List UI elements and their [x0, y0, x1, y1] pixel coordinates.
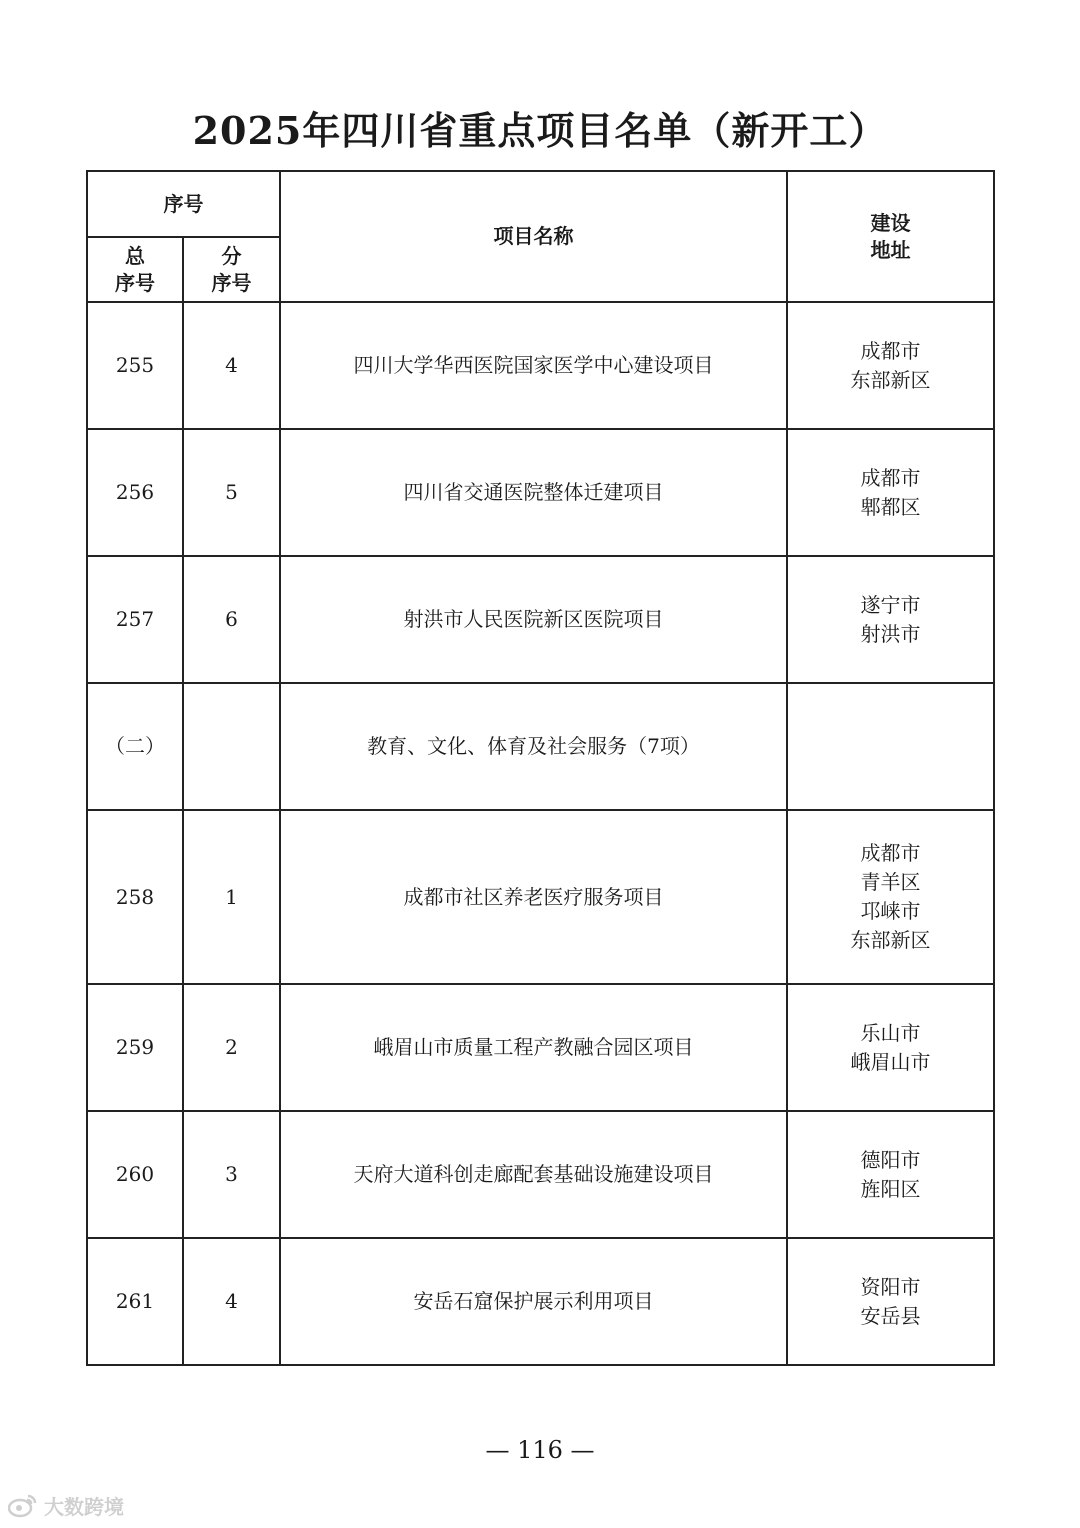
location-line: 德阳市: [860, 1147, 921, 1172]
location-line: 东部新区: [850, 928, 931, 952]
location-cell: [787, 683, 994, 810]
total-seq-cell: 261: [87, 1238, 183, 1365]
table-row: [87, 429, 994, 556]
sub-seq-cell: 4: [183, 302, 280, 429]
table-row: [87, 556, 994, 683]
location-cell: [787, 810, 994, 984]
project-table: [86, 170, 995, 1366]
table-row: [87, 1111, 994, 1238]
total-seq-cell: 258: [87, 810, 183, 984]
project-name-cell: 天府大道科创走廊配套基础设施建设项目: [280, 1111, 787, 1238]
sub-seq-cell: 2: [183, 984, 280, 1111]
table-row: [87, 302, 994, 429]
total-seq-cell: （二）: [87, 683, 183, 810]
table-row: [87, 810, 994, 984]
location-line: 安岳县: [860, 1303, 921, 1328]
project-name-cell: 四川大学华西医院国家医学中心建设项目: [280, 302, 787, 429]
total-seq-cell: 260: [87, 1111, 183, 1238]
location-cell: [787, 984, 994, 1111]
sub-seq-cell: 4: [183, 1238, 280, 1365]
seq-group-header: 序号: [87, 171, 280, 237]
location-cell: [787, 1111, 994, 1238]
location-line: 射洪市: [860, 621, 921, 646]
project-name-cell: 四川省交通医院整体迁建项目: [280, 429, 787, 556]
sub-seq-cell: 3: [183, 1111, 280, 1238]
total-seq-header: 总 序号: [87, 237, 183, 302]
watermark-text: 大数跨境: [44, 1494, 124, 1519]
total-seq-cell: 256: [87, 429, 183, 556]
table-row: [87, 984, 994, 1111]
page-title: 2025年四川省重点项目名单（新开工）: [192, 108, 888, 153]
location-line: 遂宁市: [860, 592, 921, 617]
location-line: 东部新区: [850, 367, 931, 392]
location-cell: [787, 556, 994, 683]
project-name-cell: 安岳石窟保护展示利用项目: [280, 1238, 787, 1365]
location-line: 邛崃市: [860, 899, 921, 923]
total-seq-cell: 255: [87, 302, 183, 429]
table-row: [87, 1238, 994, 1365]
project-name-header: 项目名称: [280, 171, 787, 302]
location-header: 建设 地址: [787, 171, 994, 302]
location-line: 成都市: [860, 465, 921, 490]
location-line: 郫都区: [860, 494, 921, 519]
total-seq-cell: 259: [87, 984, 183, 1111]
location-line: 成都市: [860, 841, 921, 865]
total-seq-cell: 257: [87, 556, 183, 683]
project-name-cell: 峨眉山市质量工程产教融合园区项目: [280, 984, 787, 1111]
location-cell: [787, 1238, 994, 1365]
location-line: 峨眉山市: [850, 1049, 931, 1074]
location-cell: [787, 302, 994, 429]
weibo-logo-icon: [8, 1492, 38, 1518]
location-line: 青羊区: [860, 870, 921, 894]
location-cell: [787, 429, 994, 556]
location-line: 成都市: [860, 338, 921, 363]
project-name-cell: 教育、文化、体育及社会服务（7项）: [280, 683, 787, 810]
watermark: [8, 1490, 124, 1520]
table-row: [87, 683, 994, 810]
sub-seq-cell: 5: [183, 429, 280, 556]
location-line: 旌阳区: [860, 1176, 921, 1201]
sub-seq-header: 分 序号: [183, 237, 280, 302]
sub-seq-cell: 1: [183, 810, 280, 984]
sub-seq-cell: 6: [183, 556, 280, 683]
page-number: — 116 —: [485, 1436, 595, 1464]
project-name-cell: 成都市社区养老医疗服务项目: [280, 810, 787, 984]
location-line: 乐山市: [860, 1020, 921, 1045]
location-line: 资阳市: [860, 1274, 921, 1299]
project-name-cell: 射洪市人民医院新区医院项目: [280, 556, 787, 683]
sub-seq-cell: [183, 683, 280, 810]
